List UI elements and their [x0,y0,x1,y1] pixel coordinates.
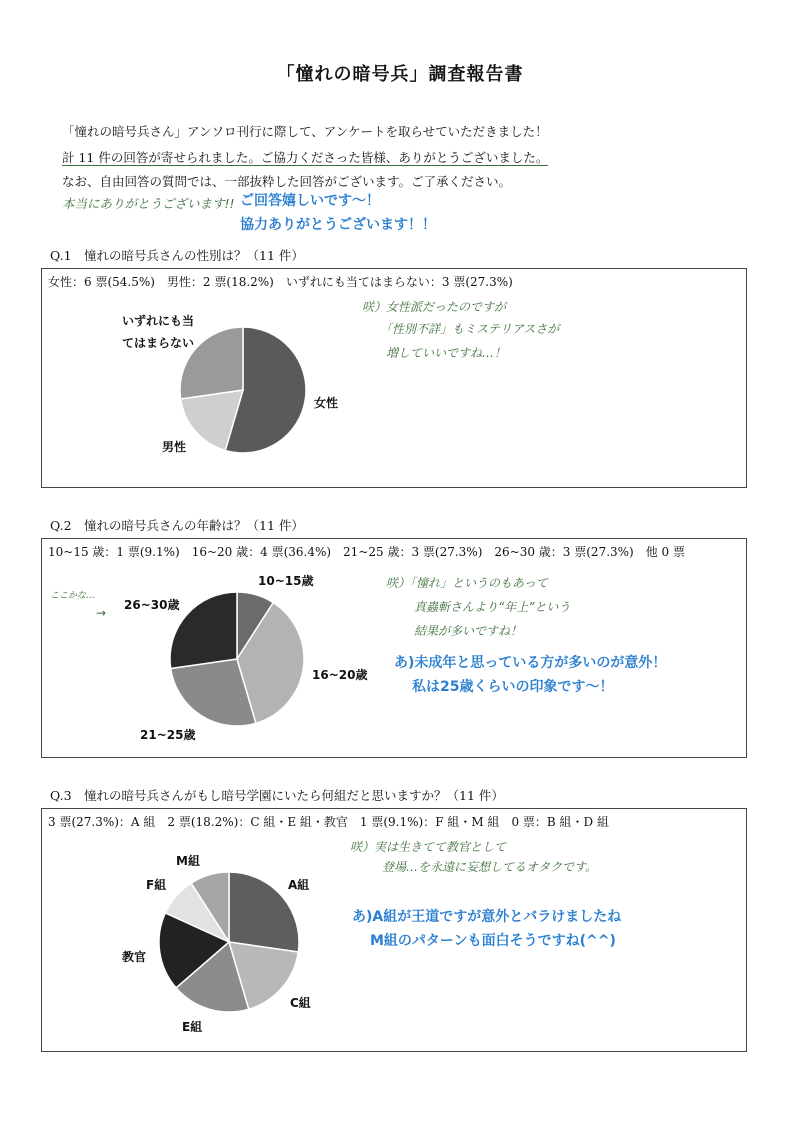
intro-line-2-text: 計 11 件の回答が寄せられました。ご協力くださった皆様、ありがとうございました。 [62,150,549,165]
q1-note-green-3: 増していいですね…！ [386,346,507,360]
q2-label-26-30: 26~30歳 [124,598,180,612]
q1-heading: Q.1 憧れの暗号兵さんの性別は？（11 件） [50,248,304,263]
q2-label-10-15: 10~15歳 [258,574,314,588]
q3-note-green-1: 咲）実は生きてて教官として [350,840,507,854]
intro-hand-green: 本当にありがとうございます!! [62,196,235,211]
q2-note-green-3: 結果が多いですね！ [414,624,523,638]
q1-summary: 女性：6 票(54.5%) 男性：2 票(18.2%) いずれにも当てはまらない：3 票(27.3%) [48,275,513,289]
intro-hand-blue-2: 協力ありがとうございます！！ [240,217,436,233]
q3-note-blue-2: M組のパターンも面白そうですね(^^) [370,933,616,949]
q3-note-green-2: 登場…を永遠に妄想してるオタクです。 [382,860,598,874]
q3-label-a: A組 [288,878,310,892]
q3-label-c: C組 [290,996,311,1010]
q2-note-blue-1: あ)未成年と思っている方が多いのが意外！ [394,655,667,671]
q1-label-female: 女性 [314,396,339,410]
q3-heading: Q.3 憧れの暗号兵さんがもし暗号学園にいたら何組だと思いますか？（11 件） [50,788,504,803]
q2-label-16-20: 16~20歳 [312,668,368,682]
q2-heading: Q.2 憧れの暗号兵さんの年齢は？（11 件） [50,518,304,533]
q2-note-green-2: 真蟲斬さんより“年上”という [414,600,571,614]
q1-label-male: 男性 [162,440,187,454]
q2-note-green-1: 咲）「憧れ」というのもあって [386,576,548,590]
q1-note-green-1: 咲）女性派だったのですが [362,300,507,314]
intro-line-3: なお、自由回答の質問では、一部抜粋した回答がございます。ご了承ください。 [62,174,512,189]
q3-label-e: E組 [182,1020,203,1034]
q1-note-green-2: 「性別不詳」もミステリアスさが [380,322,560,336]
q3-summary: 3 票(27.3%)：A 組 2 票(18.2%)：C 組・E 組・教官 1 票(9.1%)：F 組・M 組 0 票：B 組・D 組 [48,815,609,829]
intro-hand-blue-1: ご回答嬉しいです〜！ [240,193,380,209]
page-title: 「憧れの暗号兵」調査報告書 [276,64,524,85]
intro-line-1: 「憧れの暗号兵さん」アンソロ刊行に際して、アンケートを取らせていただきました！ [62,124,548,139]
q2-label-21-25: 21~25歳 [140,728,196,742]
q2-note-side: ここかな… [50,591,96,601]
q2-summary: 10~15 歳：1 票(9.1%) 16~20 歳：4 票(36.4%) 21~25 歳：3 票(27.3%) 26~30 歳：3 票(27.3%) 他 0 票 [48,545,685,559]
q3-label-k: 教官 [122,950,147,964]
q3-label-f: F組 [146,878,167,892]
q1-label-none: いずれにも当てはまらない [121,314,194,350]
q2-note-blue-2: 私は25歳くらいの印象です〜！ [412,679,614,695]
q3-label-m: M組 [176,854,200,868]
q2-arrow-icon: → [96,606,107,620]
q3-note-blue-1: あ)A組が王道ですが意外とバラけましたね [352,909,622,925]
